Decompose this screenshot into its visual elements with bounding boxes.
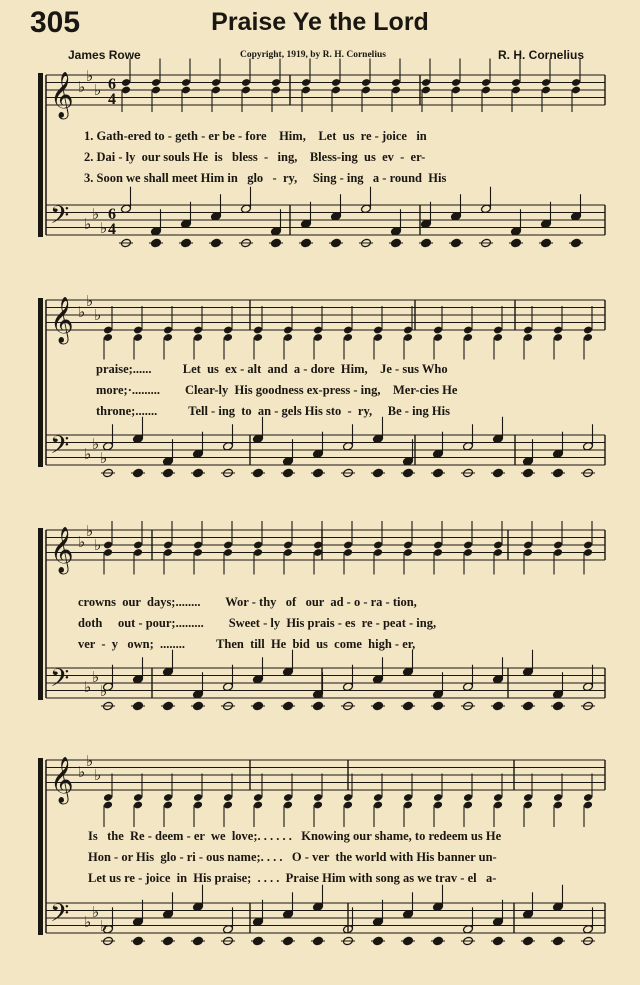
system-bracket <box>38 528 43 700</box>
flat-icon: ♭ <box>84 445 92 463</box>
flat-icon: ♭ <box>84 913 92 931</box>
lyric-line: Hon - or His glo - ri - ous name;. . . . O - ver the world with His banner un- <box>88 850 497 864</box>
flat-icon: ♭ <box>100 917 108 935</box>
bass-clef-icon: 𝄢 <box>50 431 70 466</box>
treble-clef-icon: 𝄞 <box>50 757 74 803</box>
lyric-line: Is the Re - deem - er we love;. . . . . . Knowing our shame, to redeem us He <box>88 829 502 843</box>
treble-clef-icon: 𝄞 <box>50 72 74 118</box>
lyric-line: 2. Dai - ly our souls He is bless - ing, Bless-ing us ev - er- <box>84 150 426 164</box>
flat-icon: ♭ <box>86 67 94 85</box>
hymn-number: 305 <box>30 6 81 39</box>
flat-icon: ♭ <box>100 219 108 237</box>
lyric-line: doth out - pour;......... Sweet - ly His prais - es re - peat - ing, <box>78 616 437 630</box>
lyric-line: crowns our days;........ Wor - thy of our ad - o - ra - tion, <box>78 595 417 609</box>
system-bracket <box>38 758 43 935</box>
flat-icon: ♭ <box>94 766 102 784</box>
treble-clef-icon: 𝄞 <box>50 527 74 573</box>
lyric-line: 1. Gath-ered to - geth - er be - fore Him, Let us re - joice in <box>84 129 427 143</box>
author-credit: James Rowe <box>68 48 141 62</box>
flat-icon: ♭ <box>84 215 92 233</box>
lyric-line: ver - y own; ........ Then till He bid us come high - er, <box>78 637 416 651</box>
flat-icon: ♭ <box>78 303 86 321</box>
flat-icon: ♭ <box>78 763 86 781</box>
flat-icon: ♭ <box>86 292 94 310</box>
flat-icon: ♭ <box>78 533 86 551</box>
bass-clef-icon: 𝄢 <box>50 899 70 934</box>
bass-clef-icon: 𝄢 <box>50 664 70 699</box>
flat-icon: ♭ <box>86 522 94 540</box>
copyright-notice: Copyright, 1919, by R. H. Cornelius <box>240 50 386 60</box>
flat-icon: ♭ <box>92 903 100 921</box>
flat-icon: ♭ <box>86 752 94 770</box>
flat-icon: ♭ <box>78 78 86 96</box>
bass-clef-icon: 𝄢 <box>50 201 70 236</box>
lyric-line: more;·......... Clear-ly His goodness ex-press - ing, Mer-cies He <box>96 383 458 397</box>
lyric-line: 3. Soon we shall meet Him in glo - ry, Sing - ing a - round His <box>84 171 447 185</box>
system-bracket <box>38 73 43 237</box>
lyric-line: praise;...... Let us ex - alt and a - dore Him, Je - sus Who <box>96 362 448 376</box>
flat-icon: ♭ <box>94 306 102 324</box>
hymn-title: Praise Ye the Lord <box>211 8 429 36</box>
treble-clef-icon: 𝄞 <box>50 297 74 343</box>
flat-icon: ♭ <box>84 678 92 696</box>
time-signature-icon: 4 <box>108 221 116 238</box>
time-signature-icon: 6 <box>108 76 116 93</box>
system-bracket <box>38 298 43 467</box>
composer-credit: R. H. Cornelius <box>497 48 584 62</box>
lyric-line: throne;....... Tell - ing to an - gels His sto - ry, Be - ing His <box>96 404 450 418</box>
flat-icon: ♭ <box>94 81 102 99</box>
time-signature-icon: 6 <box>108 206 116 223</box>
time-signature-icon: 4 <box>108 91 116 108</box>
flat-icon: ♭ <box>100 682 108 700</box>
flat-icon: ♭ <box>92 435 100 453</box>
lyric-line: Let us re - joice in His praise; . . . . Praise Him with song as we trav - el a- <box>88 871 497 885</box>
flat-icon: ♭ <box>100 449 108 467</box>
flat-icon: ♭ <box>92 668 100 686</box>
flat-icon: ♭ <box>92 205 100 223</box>
flat-icon: ♭ <box>94 536 102 554</box>
